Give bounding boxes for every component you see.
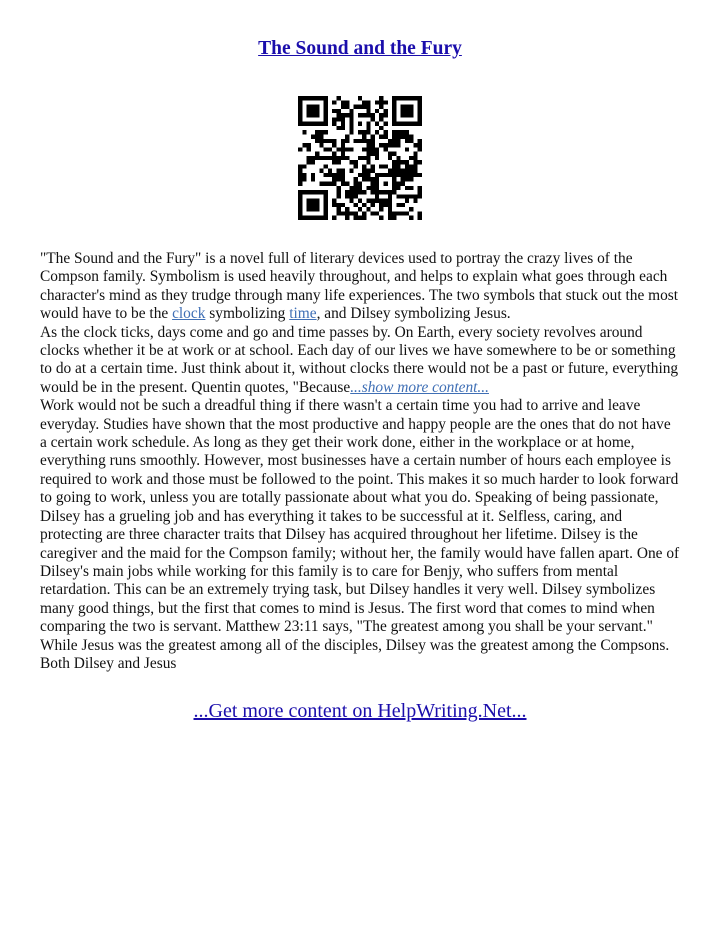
- qr-code-icon: [298, 96, 422, 220]
- article-paragraph: [40, 397, 680, 673]
- article-body: [40, 250, 680, 673]
- page-title[interactable]: The Sound and the Fury: [258, 38, 462, 59]
- paragraph-text: "The Sound and the Fury" is a novel full of literary devices used to portray the crazy lives of the Compson family. Symbolism is used heavily throughout, and helps to explain what goes through each character's mind as they trudge through many life experiences. The two symbols that stuck out the most would have to be the: [40, 250, 679, 323]
- paragraph-text: symbolizing: [205, 305, 290, 323]
- time-link[interactable]: time: [289, 305, 317, 323]
- article-paragraph: [40, 250, 680, 324]
- article-paragraph: [40, 324, 680, 398]
- show-more-link[interactable]: ...show more content...: [350, 378, 489, 396]
- paragraph-text: As the clock ticks, days come and go and time passes by. On Earth, every society revolves around clocks whether it be at work or at school. Each day of our lives we have somewhere to be or something to do at a certain time. Just think about it, without clocks there would not be a past or future, everything would be in the present. Quentin quotes, "Because: [40, 323, 679, 396]
- get-more-content-link[interactable]: ...Get more content on HelpWriting.Net...: [193, 700, 527, 722]
- paragraph-text: Work would not be such a dreadful thing if there wasn't a certain time you had to arrive and leave everyday. Studies have shown that the most productive and happy people are the ones that do not have a certain work schedule. As long as they get their work done, either in the workplace or at home, everything runs smoothly. However, most businesses have a certain number of hours each employee is required to work and those must be followed to the point. This makes it so much harder to look forward to going to work, unless you are totally passionate about what you do. Speaking of being passionate, Dilsey has a grueling job and has everything it takes to be successful at it. Selfless, caring, and protecting are three character traits that Dilsey has acquired throughout her lifetime. Dilsey is the caregiver and the maid for the Compson family; without her, the family would have fallen apart. One of Dilsey's main jobs while working for this family is to care for Benjy, who suffers from mental retardation. This can be an extremely trying task, but Dilsey handles it very well. Dilsey symbolizes many good things, but the first that comes to mind is Jesus. The first word that comes to mind when comparing the two is servant. Matthew 23:11 says, "The greatest among you shall be your servant." While Jesus was the greatest among all of the disciples, Dilsey was the greatest among the Compsons. Both Dilsey and Jesus: [40, 397, 680, 672]
- paragraph-text: , and Dilsey symbolizing Jesus.: [316, 305, 511, 323]
- clock-link[interactable]: clock: [172, 305, 206, 323]
